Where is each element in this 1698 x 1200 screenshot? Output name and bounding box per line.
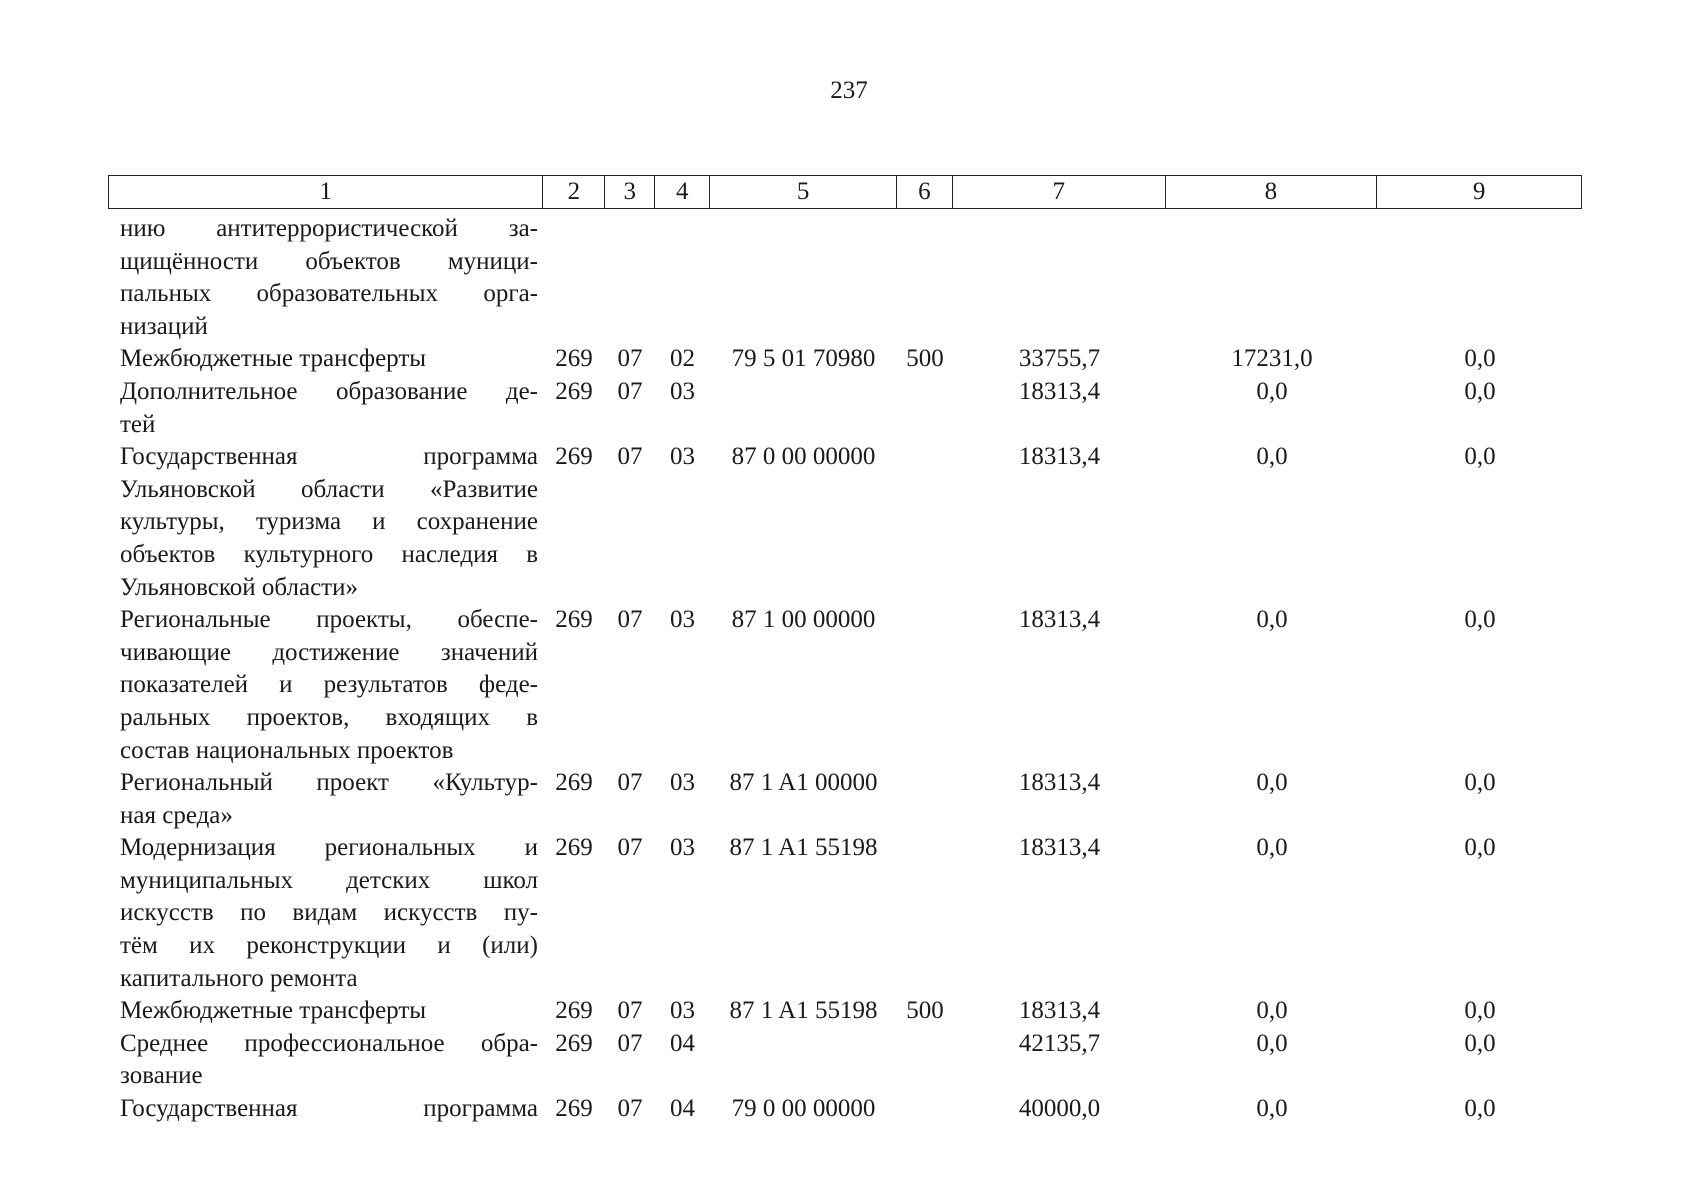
amount-col-7-cell: 42135,7 xyxy=(1018,1029,1101,1057)
header-col-5: 5 xyxy=(710,176,897,208)
row-name-line: Дополнительное образование де- xyxy=(120,377,538,405)
amount-col-8-cell: 0,0 xyxy=(1256,997,1288,1025)
table-row xyxy=(108,604,1582,767)
amount-col-9-cell: 0,0 xyxy=(1464,769,1496,797)
amount-col-7-cell: 33755,7 xyxy=(1018,345,1101,373)
row-name-line: Государственная программа xyxy=(120,443,538,471)
admin-code-cell: 269 xyxy=(555,769,593,797)
amount-col-9-cell xyxy=(1378,213,1582,343)
section-code-cell: 07 xyxy=(617,443,643,471)
row-name-cell xyxy=(108,213,543,343)
admin-code-cell: 269 xyxy=(555,377,593,405)
expense-type-cell: 500 xyxy=(906,345,944,373)
row-name-line: ральных проектов, входящих в xyxy=(120,703,538,731)
amount-col-9-cell: 0,0 xyxy=(1464,1029,1496,1057)
row-name-line: состав национальных проектов xyxy=(120,736,454,764)
amount-col-9-cell: 0,0 xyxy=(1464,1095,1496,1123)
expense-type-cell xyxy=(897,213,953,343)
row-name-cell xyxy=(108,376,543,441)
row-name-line: объектов культурного наследия в xyxy=(120,540,538,568)
section-code-cell: 07 xyxy=(617,606,643,634)
header-col-9: 9 xyxy=(1472,178,1486,205)
amount-col-9-cell: 0,0 xyxy=(1464,606,1496,634)
target-article-cell xyxy=(710,1028,897,1093)
amount-col-7-cell: 18313,4 xyxy=(1018,377,1101,405)
section-code-cell: 07 xyxy=(617,1029,643,1057)
amount-col-8-cell: 0,0 xyxy=(1256,1029,1288,1057)
row-name-line: Модернизация региональных и xyxy=(120,834,538,862)
admin-code-cell xyxy=(543,213,605,343)
expense-type-cell xyxy=(897,767,953,832)
row-name-cell xyxy=(108,441,543,604)
amount-col-8-cell: 17231,0 xyxy=(1231,345,1313,373)
target-article-cell: 79 0 00 00000 xyxy=(731,1095,876,1123)
expense-type-cell xyxy=(897,376,953,441)
amount-col-9-cell: 0,0 xyxy=(1464,345,1496,373)
header-col-3: 3 xyxy=(605,176,655,208)
header-col-2: 2 xyxy=(543,176,605,208)
table-row xyxy=(108,767,1582,832)
target-article-cell: 87 1 A1 55198 xyxy=(729,997,878,1025)
row-name-line: искусств по видам искусств пу- xyxy=(120,899,538,927)
row-name-line: Среднее профессиональное обра- xyxy=(120,1029,538,1057)
row-name-line: Государственная программа xyxy=(120,1095,538,1123)
admin-code-cell: 269 xyxy=(555,834,593,862)
amount-col-9-cell: 0,0 xyxy=(1464,377,1496,405)
row-name-line: зование xyxy=(120,1062,203,1090)
row-name-cell xyxy=(108,604,543,767)
section-code-cell: 07 xyxy=(617,834,643,862)
amount-col-9-cell: 0,0 xyxy=(1464,443,1496,471)
expense-type-cell: 500 xyxy=(906,997,944,1025)
admin-code-cell: 269 xyxy=(555,1029,593,1057)
row-name-line: Региональный проект «Культур- xyxy=(120,769,538,797)
target-article-cell: 87 0 00 00000 xyxy=(731,443,876,471)
amount-col-8-cell: 0,0 xyxy=(1256,1095,1288,1123)
row-name-line: пальных образовательных орга- xyxy=(120,280,538,308)
target-article-cell: 79 5 01 70980 xyxy=(731,345,876,373)
expense-type-cell xyxy=(897,441,953,604)
amount-col-7-cell: 18313,4 xyxy=(1018,443,1101,471)
table-row xyxy=(108,213,1582,343)
subsection-code-cell xyxy=(655,213,710,343)
row-name-line: ная среда» xyxy=(120,801,233,829)
target-article-cell: 87 1 00 00000 xyxy=(731,606,876,634)
row-name-cell xyxy=(108,832,543,995)
row-name-cell xyxy=(108,1028,543,1093)
amount-col-8-cell: 0,0 xyxy=(1256,377,1288,405)
admin-code-cell: 269 xyxy=(555,345,593,373)
row-name-cell xyxy=(108,995,543,1028)
row-name-line: тей xyxy=(120,410,156,438)
row-name-line: Межбюджетные трансферты xyxy=(120,997,427,1025)
subsection-code-cell: 03 xyxy=(670,769,695,797)
header-col-1: 1 xyxy=(109,176,543,208)
row-name-line: Ульяновской области «Развитие xyxy=(120,475,538,503)
row-name-line: низаций xyxy=(120,312,208,340)
target-article-cell xyxy=(710,376,897,441)
section-code-cell: 07 xyxy=(617,997,643,1025)
amount-col-8-cell: 0,0 xyxy=(1256,769,1288,797)
table-header-row xyxy=(108,175,1582,209)
row-name-line: тём их реконструкции и (или) xyxy=(120,932,538,960)
amount-col-7-cell: 40000,0 xyxy=(1018,1095,1101,1123)
row-name-line: Ульяновской области» xyxy=(120,573,358,601)
header-col-4: 4 xyxy=(655,176,710,208)
subsection-code-cell: 03 xyxy=(670,443,695,471)
table-row xyxy=(108,995,1582,1028)
row-name-cell xyxy=(108,1093,543,1126)
admin-code-cell: 269 xyxy=(555,1095,593,1123)
amount-col-7-cell: 18313,4 xyxy=(1018,606,1101,634)
row-name-line: Межбюджетные трансферты xyxy=(120,345,427,373)
expense-type-cell xyxy=(897,1028,953,1093)
amount-col-8-cell: 0,0 xyxy=(1256,443,1288,471)
target-article-cell: 87 1 A1 00000 xyxy=(729,769,878,797)
amount-col-8-cell: 0,0 xyxy=(1256,834,1288,862)
table-row xyxy=(108,441,1582,604)
table-row xyxy=(108,376,1582,441)
section-code-cell: 07 xyxy=(617,769,643,797)
row-name-line: культуры, туризма и сохранение xyxy=(120,508,538,536)
table-row xyxy=(108,343,1582,376)
subsection-code-cell: 04 xyxy=(670,1029,695,1057)
row-name-cell xyxy=(108,343,543,376)
section-code-cell xyxy=(605,213,655,343)
amount-col-8-cell: 0,0 xyxy=(1256,606,1288,634)
row-name-line: Региональные проекты, обеспе- xyxy=(120,606,538,634)
table-row xyxy=(108,1028,1582,1093)
subsection-code-cell: 03 xyxy=(670,834,695,862)
amount-col-8-cell xyxy=(1166,213,1378,343)
amount-col-7-cell: 18313,4 xyxy=(1018,769,1101,797)
row-name-line: показателей и результатов феде- xyxy=(120,671,538,699)
amount-col-9-cell: 0,0 xyxy=(1464,997,1496,1025)
header-col-6: 6 xyxy=(897,176,953,208)
table-body xyxy=(108,213,1582,1126)
table-row xyxy=(108,832,1582,995)
section-code-cell: 07 xyxy=(617,345,643,373)
row-name-line: щищённости объектов муници- xyxy=(120,247,538,275)
row-name-line: капитального ремонта xyxy=(120,964,358,992)
subsection-code-cell: 03 xyxy=(670,997,695,1025)
admin-code-cell: 269 xyxy=(555,606,593,634)
page-number: 237 xyxy=(830,77,868,104)
expense-type-cell xyxy=(897,604,953,767)
admin-code-cell: 269 xyxy=(555,997,593,1025)
header-col-8: 8 xyxy=(1166,176,1378,208)
section-code-cell: 07 xyxy=(617,377,643,405)
target-article-cell xyxy=(710,213,897,343)
row-name-cell xyxy=(108,767,543,832)
header-col-7: 7 xyxy=(953,176,1166,208)
expense-type-cell xyxy=(897,832,953,995)
target-article-cell: 87 1 A1 55198 xyxy=(729,834,878,862)
row-name-line: чивающие достижение значений xyxy=(120,638,538,666)
subsection-code-cell: 03 xyxy=(670,377,695,405)
amount-col-9-cell: 0,0 xyxy=(1464,834,1496,862)
subsection-code-cell: 04 xyxy=(670,1095,695,1123)
amount-col-7-cell: 18313,4 xyxy=(1018,997,1101,1025)
admin-code-cell: 269 xyxy=(555,443,593,471)
row-name-line: нию антитеррористической за- xyxy=(120,215,538,242)
subsection-code-cell: 03 xyxy=(670,606,695,634)
section-code-cell: 07 xyxy=(617,1095,643,1123)
amount-col-7-cell: 18313,4 xyxy=(1018,834,1101,862)
table-row xyxy=(108,1093,1582,1126)
amount-col-7-cell xyxy=(953,213,1166,343)
expense-type-cell xyxy=(897,1093,953,1126)
subsection-code-cell: 02 xyxy=(670,345,695,373)
row-name-line: муниципальных детских школ xyxy=(120,866,538,894)
